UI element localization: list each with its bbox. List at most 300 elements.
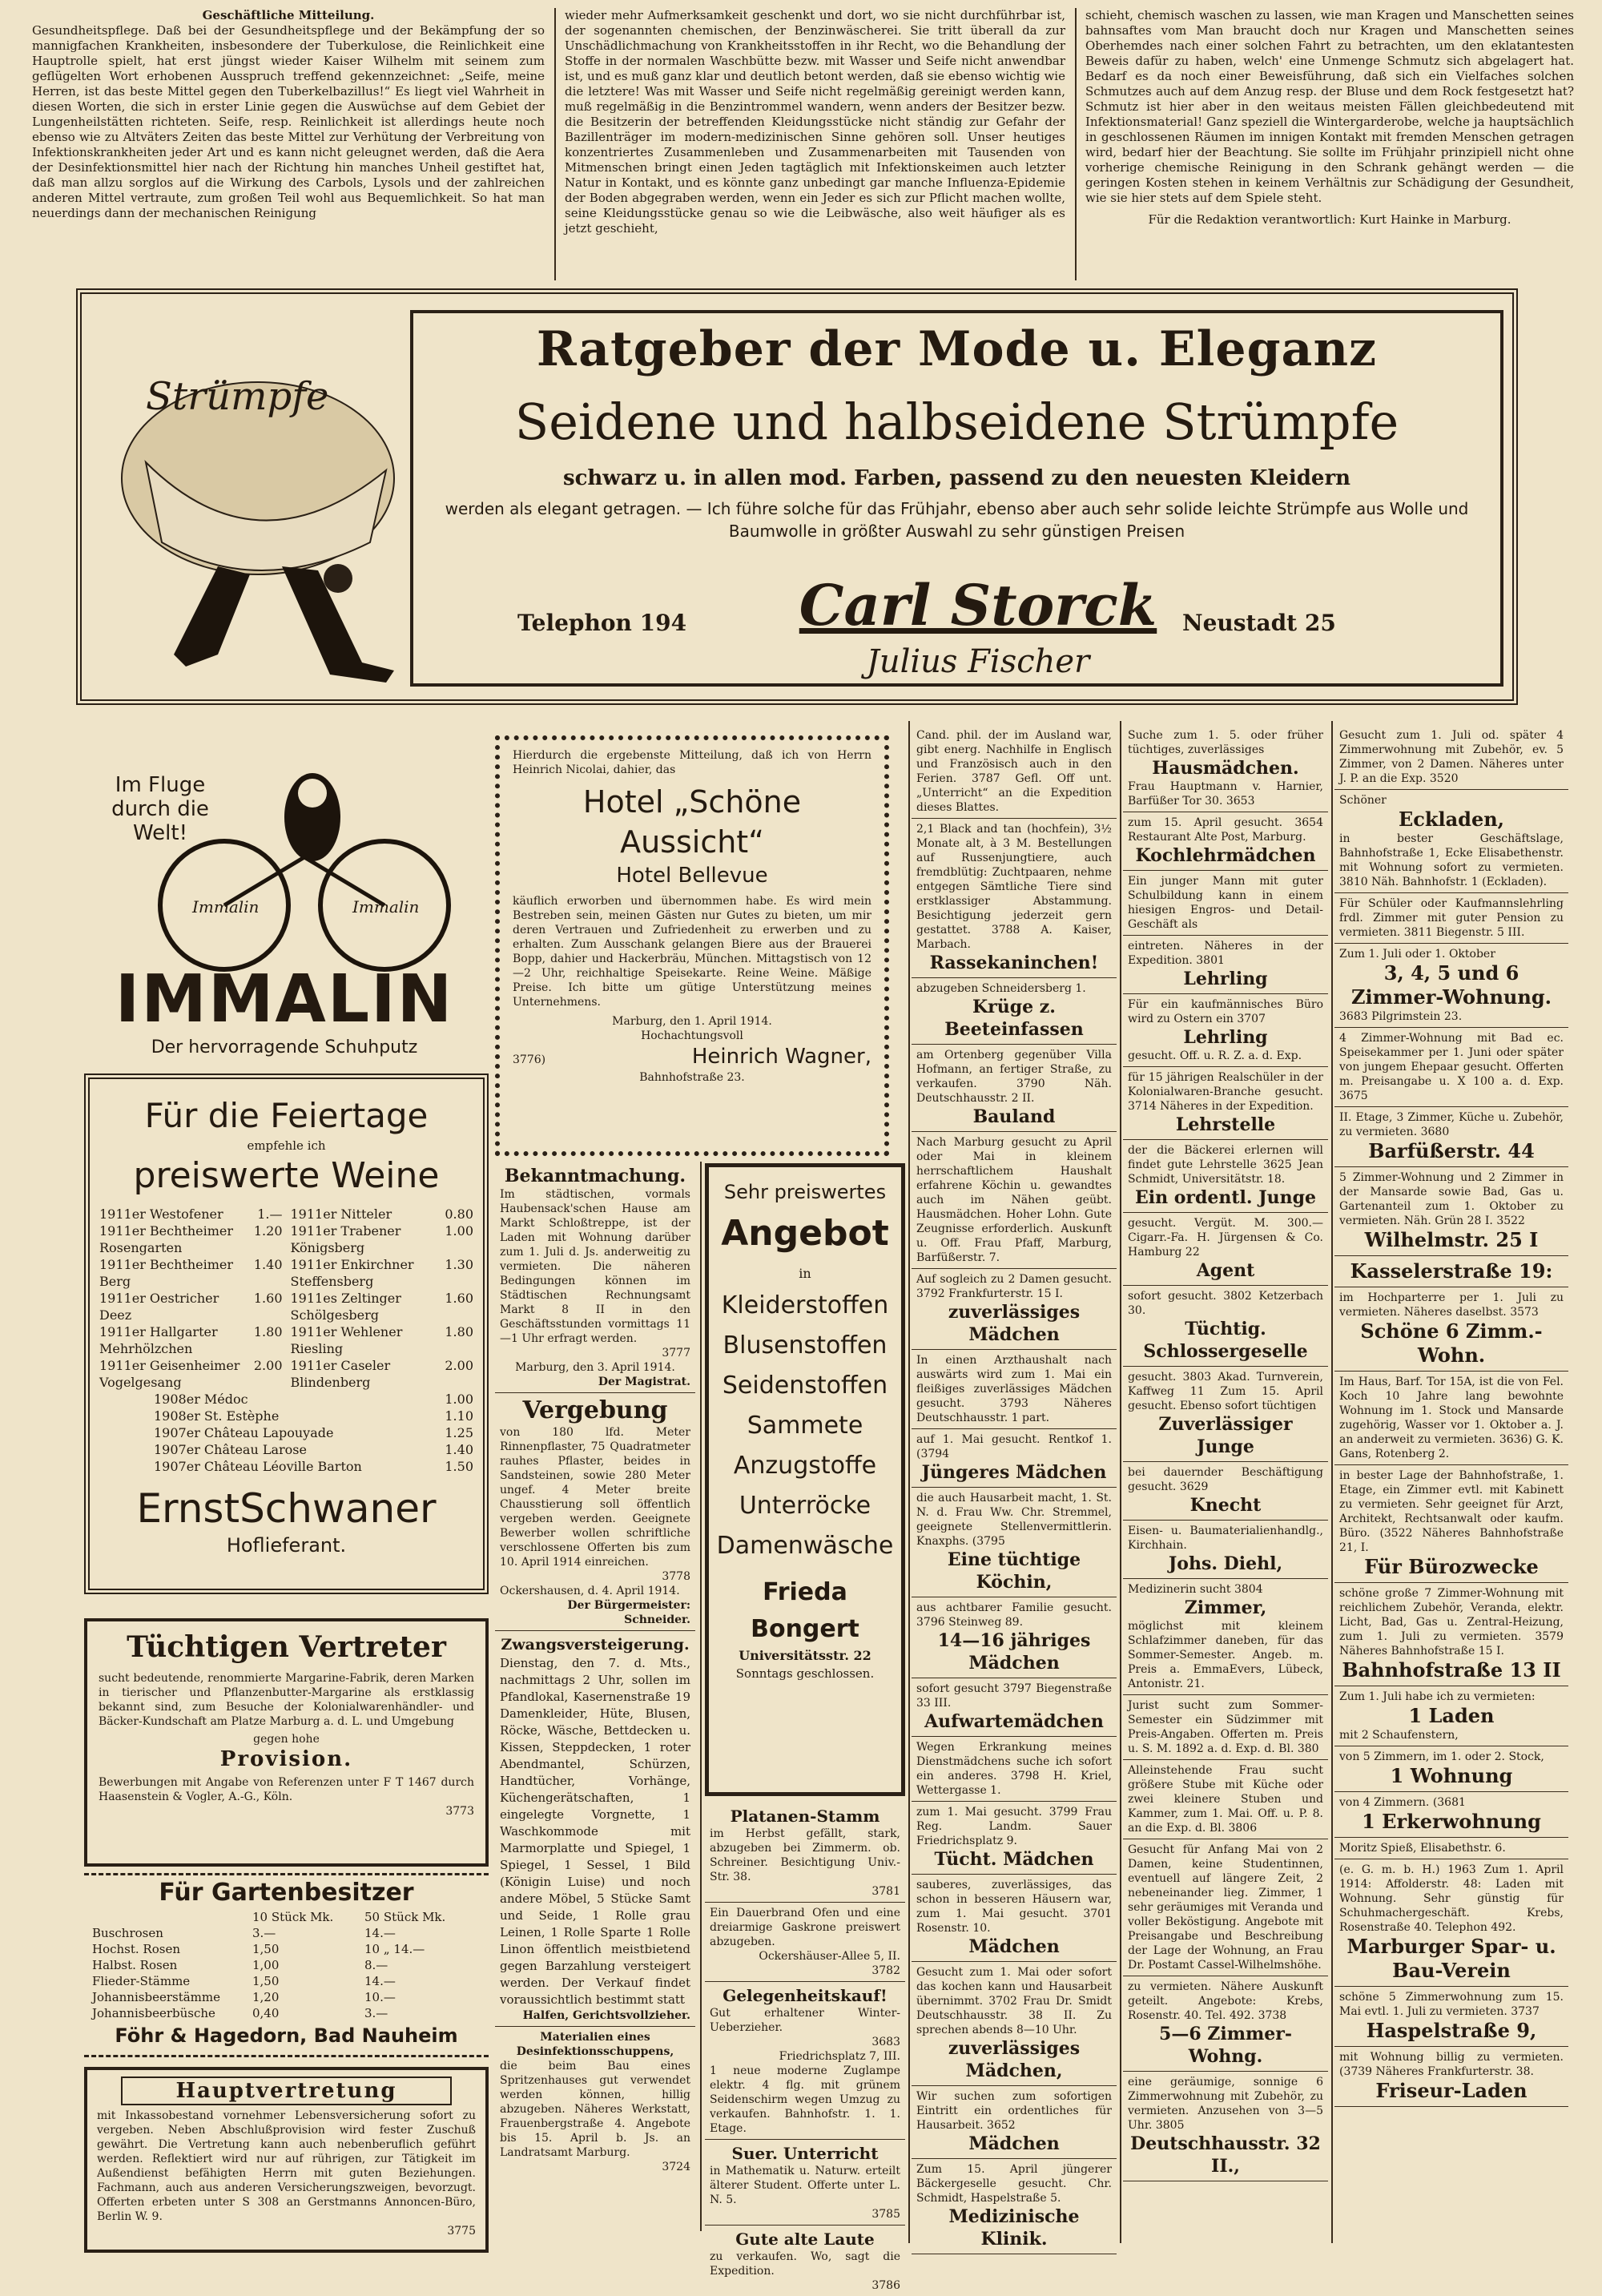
immalin-wheel-1: Immalin xyxy=(192,897,260,916)
gelegenheit-title: Gelegenheitskauf! xyxy=(723,1986,888,2005)
wine-price: 1.40 xyxy=(253,1257,283,1272)
haupt-title: Hauptvertretung xyxy=(121,2076,452,2105)
ad-text: Für Schüler oder Kaufmannslehrling frdl. Zimmer mit guter Pension zu vermieten. 3811 Biegenstr. 5 III. xyxy=(1339,897,1564,939)
classified-ad xyxy=(912,1488,1117,1597)
wine-price: 1.20 xyxy=(253,1223,283,1239)
ad-text: von 5 Zimmern, im 1. oder 2. Stock, xyxy=(1339,1750,1544,1763)
gelegenheit-num: 3683 xyxy=(871,2036,900,2048)
mode-owner: Julius Fischer xyxy=(866,643,1090,680)
angebot-big: Angebot xyxy=(721,1213,889,1254)
wine-row xyxy=(154,1424,473,1441)
mode-ad xyxy=(76,288,1518,705)
ad-text: schöne große 7 Zimmer-Wohnung mit reichlichem Zubehör, Veranda, elektr. Licht, Bad, Gas u. Zentral-Heizung, zum 1. Juli zu vermieten. 3579 Näheres Bahnhofstraße 15 I. xyxy=(1339,1587,1564,1658)
ad-text: gesucht. 3803 Akad. Turnverein, Kaffweg 11 Zum 15. April gesucht. Ebenso sofort tüchtigen xyxy=(1128,1371,1323,1412)
classified-ad xyxy=(1123,1695,1328,1760)
ad-text: in bester Lage der Bahnhofstraße, 1. Etage, ein Zimmer evtl. mit Kabinett zu vermieten. Sehr geeignet für Arzt, Architekt, Rechtsanwalt oder kaufm. Büro. (3522 Näheres Bahnhofstraße 21, I. xyxy=(1339,1469,1564,1554)
wine-price: 1.25 xyxy=(445,1425,473,1440)
wine-row xyxy=(154,1458,473,1475)
ofen-ad xyxy=(705,1903,905,1982)
ad-title: Zimmer, xyxy=(1184,1597,1267,1618)
bekannt-num: 3777 xyxy=(662,1347,690,1359)
price-fifty: 14.— xyxy=(364,1926,396,1940)
ad-title: Marburger Spar- u. Bau-Verein xyxy=(1346,1935,1556,1982)
classified-ad xyxy=(1123,1839,1328,1976)
garten-rows xyxy=(92,1925,481,2021)
hotel-name: Hotel „Schöne Aussicht“ xyxy=(582,784,802,860)
ad-text: 5 Zimmer-Wohnung und 2 Zimmer in der Mansarde sowie Bad, Gas u. Gartenanteil zum 1. Oktober zu vermieten. Näh. Grün 28 I. 3522 xyxy=(1339,1171,1564,1227)
haupt-body: mit Inkassobestand vornehmer Lebensversicherung sofort zu vergeben. Neben Abschlußprovision wird fester Zuschuß gewährt. Die Vertretung kann auch nebenberuflich geführt werden. Reflektiert wird nur auf rührigen, zur Tätigkeit im Außendienst befähigten Herrn mit guten Beziehungen. Fachmann, auch aus anderen Versicherungszweigen, bevorzugt. Offerten erbeten unter S 308 an Gerstmanns Annoncen-Büro, Berlin W. 9. xyxy=(97,2109,476,2223)
ofen-num: 3782 xyxy=(871,1964,900,1977)
classified-ad xyxy=(1334,1859,1568,1987)
ad-text: In einen Arzthaushalt nach auswärts wird zum 1. Mai ein fleißiges zuverlässiges Mädchen gesucht. 3793 Näheres Deutschhausstr. 1 part. xyxy=(916,1354,1112,1424)
ad-text: gesucht. Vergüt. M. 300.— Cigarr.-Fa. H. Jürgensen & Co. Hamburg 22 xyxy=(1128,1217,1323,1259)
wine-name: 1911er Wehlener Riesling xyxy=(290,1324,403,1356)
classified-ad xyxy=(912,978,1117,1045)
classified-ad xyxy=(1334,1372,1568,1465)
weine-ad xyxy=(84,1073,489,1594)
ad-text: Wir suchen zum sofortigen Eintritt ein ordentliches für Hausarbeit. 3652 xyxy=(916,2090,1112,2132)
ad-title: Zuverlässiger Junge xyxy=(1158,1414,1293,1457)
wine-row xyxy=(99,1357,283,1391)
classified-ad xyxy=(1123,1976,1328,2072)
classified-ad xyxy=(1123,1579,1328,1695)
plant-name: Flieder-Stämme xyxy=(92,1974,191,1988)
classified-ad xyxy=(1334,1107,1568,1167)
classified-ad xyxy=(1123,936,1328,994)
classified-ad xyxy=(1334,1746,1568,1792)
top-article xyxy=(32,8,1574,280)
immalin-ad xyxy=(80,753,489,1073)
ad-title: Johs. Diehl, xyxy=(1168,1553,1283,1574)
ad-title: Mädchen xyxy=(968,2133,1060,2154)
angebot-item: Seidenstoffen xyxy=(722,1372,888,1400)
classified-col-4 xyxy=(912,725,1117,2250)
ad-text: mit Wohnung billig zu vermieten. (3739 Näheres Frankfurterstr. 38. xyxy=(1339,2051,1564,2078)
weine-title: Für die Feiertage xyxy=(144,1096,429,1135)
weine-left-list xyxy=(99,1206,283,1391)
ad-text: Gesucht für Anfang Mai von 2 Damen, keine Studentinnen, eventuell auf längere Zeit, 2 nebeneinander lieg. Zimmer, 1 sehr geräumiges mit Veranda und voller Beköstigung. Angebote mit Preisangabe und Beschreibung der Lage der Wohnung, an Frau Dr. Postamt Cassel-Wilhelmshöhe. xyxy=(1128,1843,1323,1972)
classified-ad xyxy=(1334,1256,1568,1287)
stocking-word: Strümpfe xyxy=(146,374,329,419)
ad-title: Friseur-Laden xyxy=(1375,2079,1528,2102)
classified-ad xyxy=(1334,1838,1568,1859)
vertreter-body: sucht bedeutende, renommierte Margarine-Fabrik, deren Marken in tierischer und Pflanzenbutter-Margarine als erstklassig bekannt sind, zum Besuche der Kolonialwarenhändler- und Bäcker-Kundschaft am Platze Marburg a. d. L. und Umgebung xyxy=(99,1672,474,1728)
price-ten: 1,50 xyxy=(252,1942,280,1956)
ad-text: abzugeben Schneidersberg 1. xyxy=(916,982,1086,995)
classified-ad xyxy=(1123,871,1328,936)
hotel-intro: Hierdurch die ergebenste Mitteilung, daß ich von Herrn Heinrich Nicolai, dahier, das xyxy=(513,749,871,776)
bekannt-sig: Der Magistrat. xyxy=(598,1376,690,1388)
angebot-ad xyxy=(705,1163,905,1796)
ad-title: Eckladen, xyxy=(1398,808,1505,831)
classified-ad xyxy=(1123,725,1328,812)
ad-title: Deutschhausstr. 32 II., xyxy=(1130,2133,1321,2177)
angebot-note: Sonntags geschlossen. xyxy=(735,1666,875,1681)
wine-row xyxy=(291,1290,474,1323)
ad-text: Zum 15. April jüngerer Bäckergeselle gesucht. Chr. Schmidt, Haspelstraße 5. xyxy=(916,2163,1112,2205)
ad-title: 1 Laden xyxy=(1408,1704,1495,1727)
classified-ad xyxy=(912,1132,1117,1269)
price-fifty: 10 „ 14.— xyxy=(364,1942,425,1956)
wine-price: 2.00 xyxy=(253,1358,283,1373)
gute-title: Gute alte Laute xyxy=(735,2230,875,2249)
angebot-firm: Frieda Bongert xyxy=(751,1578,859,1643)
ad-title: Lehrstelle xyxy=(1175,1114,1276,1135)
mode-title: Ratgeber der Mode u. Eleganz xyxy=(536,321,1378,377)
ad-text: Wegen Erkrankung meines Dienstmädchens suche ich sofort ein anderes. 3798 H. Kriel, Wettergasse 1. xyxy=(916,1741,1112,1797)
ad-text: in bester Geschäftslage, Bahnhofstraße 1, Ecke Elisabethenstr. mit Wohnung sofort zu vermieten. 3810 Näh. Bahnhofstr. 1 (Eckladen). xyxy=(1339,832,1564,888)
wine-name: 1911er Geisenheimer Vogelgesang xyxy=(99,1358,240,1390)
wine-row xyxy=(154,1391,473,1408)
wine-price: 0.80 xyxy=(445,1206,473,1222)
wine-row xyxy=(291,1256,474,1290)
classified-ad xyxy=(1334,1792,1568,1838)
wine-price: 1.00 xyxy=(445,1392,473,1407)
classified-ad xyxy=(1334,1465,1568,1583)
classified-ad xyxy=(912,819,1117,978)
ad-title: Lehrling xyxy=(1183,1027,1268,1048)
wine-price: 1.40 xyxy=(445,1442,473,1457)
haupt-num: 3775 xyxy=(447,2225,476,2238)
ad-text: sofort gesucht. 3802 Ketzerbach 30. xyxy=(1128,1290,1323,1317)
weine-bordeaux-list xyxy=(90,1391,483,1475)
ad-title: 3, 4, 5 und 6 Zimmer-Wohnung. xyxy=(1351,961,1552,1009)
materialien-body: die beim Bau eines Spritzenhauses gut verwendet werden können, hillig abzugeben. Näheres Werkstatt, Frauenbergstraße 4. Angebote bis 15. April b. Js. an Landratsamt Marburg. xyxy=(500,2060,690,2159)
notices-col xyxy=(495,1162,695,2235)
ad-text: Medizinerin sucht 3804 xyxy=(1128,1583,1263,1596)
hotel-date: Marburg, den 1. April 1914. xyxy=(612,1015,772,1028)
classified-ad xyxy=(912,1802,1117,1875)
wine-price: 2.00 xyxy=(445,1358,473,1373)
classified-ad xyxy=(1123,1462,1328,1521)
price-fifty: 3.— xyxy=(364,2006,388,2020)
platanen-num: 3781 xyxy=(871,1885,900,1898)
classified-ad xyxy=(1123,1140,1328,1213)
wine-price: 1.80 xyxy=(253,1324,283,1339)
zwang-body: Dienstag, den 7. d. Mts., nachmittags 2 Uhr, sollen im Pfandlokal, Kasernenstraße 19 Damenkleider, Hüte, Blusen, Röcke, Wäsche, Bettdecken u. Kissen, Steppdecken, 1 roter Abendmantel, Schürzen, Handtücher, Vorhänge, Küchengerätschaften, 1 eingelegte Vorgnette, 1 Waschkommode mit Marmorplatte und Spiegel, 1 Spiegel, 1 Sessel, 1 Bild (Königin Luise) und noch andere Möbel, 5 Stücke Samt und Seide, 1 Rolle grau Leinen, 1 Rolle Sparte 1 Rolle Linon öffentlich meistbietend gegen Barzahlung versteigert werden. Der Verkauf findet voraussichtlich bestimmt statt xyxy=(500,1656,690,2007)
price-ten: 1,50 xyxy=(252,1974,280,1988)
price-fifty: 10.— xyxy=(364,1990,396,2004)
ad-text: für 15 jährigen Realschüler in der Kolonialwaren-Branche gesucht. 3714 Näheres in der Expedition. xyxy=(1128,1071,1323,1113)
hotel-owner: Heinrich Wagner, xyxy=(691,1045,871,1069)
classified-ad xyxy=(912,1875,1117,1962)
hotel-addr: Bahnhofstraße 23. xyxy=(639,1071,745,1084)
misc-col xyxy=(705,1803,905,2292)
ad-title: zuverlässiges Mädchen, xyxy=(948,2038,1081,2081)
gelegenheit-ad xyxy=(705,1982,905,2140)
mode-ad-text-frame xyxy=(410,310,1503,687)
ad-title: 1 Erkerwohnung xyxy=(1362,1810,1541,1833)
article-text-1: Gesundheitspflege. Daß bei der Gesundheitspflege und der Bekämpfung der so mannigfachen Krankheiten, insbesondere der Tuberkulose, die Reinlichkeit eine Hauptrolle spielt, hat erst jüngst wieder Kaiser Wilhelm mit seinem zum geflügelten Wort erhobenen Ausspruch treffend gekennzeichnet: „Seife, meine Herren, ist das beste Mittel gegen den Tuberkelbazillus!“ Es liegt viel Wahrheit in diesen Worten, die sich in erster Linie gegen die Auswüchse auf dem Gebiet der Lungenheilstätten richteten. Seife, resp. Reinlichkeit ist allerdings heute noch ebenso wie zu Altväters Zeiten das beste Mittel zur Verhütung der Verbreitung von Infektionskrankheiten jeder Art und es kann nicht geleugnet werden, daß die Aera der Desinfektionsmittel hier nach der Richtung hin manches Unheil gestiftet hat, daß man allzu sorglos auf die Wirkung des Carbols, Lysols und der zahlreichen anderen Mittel vertraute, zum großen Teil wohl aus Bequemlichkeit. So hat man neuerdings dann der mechanischen Reinigung xyxy=(32,23,545,220)
wine-name: 1911er Trabener Königsberg xyxy=(290,1223,401,1255)
classified-ad xyxy=(912,1269,1117,1350)
price-fifty: 14.— xyxy=(364,1974,396,1988)
mode-telephone: Telephon 194 xyxy=(517,610,687,636)
ad-title: Kochlehrmädchen xyxy=(1135,845,1316,866)
vertreter-ad xyxy=(84,1618,489,1867)
garten-row xyxy=(92,2005,481,2021)
garten-row xyxy=(92,1957,481,1973)
ad-title: Eine tüchtige Köchin, xyxy=(947,1549,1081,1593)
wine-name: 1908er Médoc xyxy=(154,1392,248,1407)
garten-firm: Föhr & Hagedorn, Bad Nauheim xyxy=(115,2024,458,2047)
ad-text: Zum 1. Juli oder 1. Oktober xyxy=(1339,948,1495,961)
price-ten: 0,40 xyxy=(252,2006,280,2020)
price-ten: 1,20 xyxy=(252,1990,280,2004)
ad-title: Krüge z. Beeteinfassen xyxy=(944,997,1084,1040)
weine-firm: ErnstSchwaner xyxy=(136,1485,437,1532)
zwang-sig: Halfen, Gerichtsvollzieher. xyxy=(522,2009,690,2022)
vertreter-num: 3773 xyxy=(445,1805,474,1818)
classified-ad xyxy=(1334,2047,1568,2107)
ad-title: Haspelstraße 9, xyxy=(1366,2019,1537,2042)
classified-ad xyxy=(912,1737,1117,1802)
haupt-ad xyxy=(84,2067,489,2253)
immalin-slogan: Im Fluge durch die Welt! xyxy=(111,773,209,845)
wine-price: 1.60 xyxy=(253,1291,283,1306)
classified-ad xyxy=(1123,812,1328,871)
platanen-title: Platanen-Stamm xyxy=(730,1807,880,1826)
wine-name: 1911er Nitteler xyxy=(290,1206,392,1222)
ad-title: 5—6 Zimmer-Wohng. xyxy=(1159,2024,1292,2067)
plant-name: Hochst. Rosen xyxy=(92,1942,180,1956)
wine-price: 1.50 xyxy=(445,1459,473,1474)
ad-title: Jüngeres Mädchen xyxy=(921,1462,1107,1483)
ad-title: Aufwartemädchen xyxy=(924,1711,1104,1732)
classified-ad xyxy=(912,1429,1117,1488)
wine-row xyxy=(291,1206,474,1223)
wine-price: 1.30 xyxy=(445,1257,473,1272)
ad-text: 3683 Pilgrimstein 23. xyxy=(1339,1010,1463,1023)
weine-intro: empfehle ich xyxy=(247,1138,326,1153)
classified-ad xyxy=(1334,1028,1568,1107)
wine-name: 1911er Bechtheimer Berg xyxy=(99,1257,234,1289)
immalin-brand: IMMALIN xyxy=(115,961,454,1037)
angebot-items xyxy=(715,1286,895,1566)
wine-row xyxy=(99,1290,283,1323)
weine-right-list xyxy=(291,1206,474,1391)
wine-row xyxy=(291,1223,474,1256)
ad-text: Alleinstehende Frau sucht größere Stube mit Küche oder zwei kleinere Stuben und Kammer, zum 1. Mai. Off. u. P. 8. an die Exp. d. Bl. 3806 xyxy=(1128,1764,1323,1835)
ad-text: die auch Hausarbeit macht, 1. St. N. d. Frau Ww. Chr. Stremmel, geeignete Stellenvermittlerin. Knaxphs. (3795 xyxy=(916,1492,1112,1548)
vergebung-ad xyxy=(495,1393,695,1631)
weine-sub: Hoflieferant. xyxy=(226,1534,347,1557)
hotel-body: käuflich erworben und übernommen habe. Es wird mein Bestreben sein, meinen Gästen nur Gutes zu bieten, um mir deren Vertrauen und Zufriedenheit zu erwerben und zu erhalten. Zum Ausschank gelangen Biere aus der Brauerei Bopp, dahier und Hackerbräu, München. Mittagstisch von 12—2 Uhr, reichhaltige Speisekarte. Reine Weine. Mäßige Preise. Ich bitte um gütige Unterstützung meines Unternehmens. xyxy=(513,895,871,1009)
price-fifty: 8.— xyxy=(364,1958,388,1972)
ad-text: auf 1. Mai gesucht. Rentkof 1. (3794 xyxy=(916,1433,1112,1460)
wine-name: 1911es Zeltinger Schölgesberg xyxy=(290,1291,401,1323)
wine-name: 1908er St. Estèphe xyxy=(154,1408,280,1424)
hotel-sub: Hotel Bellevue xyxy=(616,864,768,888)
classified-ad xyxy=(1334,1686,1568,1746)
ad-title: Bauland xyxy=(972,1106,1056,1127)
vertreter-footer: Bewerbungen mit Angabe von Referenzen unter F T 1467 durch Haasenstein & Vogler, A.-G., Köln. xyxy=(99,1776,474,1803)
garten-title: Für Gartenbesitzer xyxy=(159,1879,414,1907)
ad-text: am Ortenberg gegenüber Villa Hofmann, an fertiger Straße, zu verkaufen. 3790 Näh. Deutschhausstr. 2 II. xyxy=(916,1049,1112,1105)
ad-text: Im Haus, Barf. Tor 15A, ist die von Fel. Koch 10 Jahre lang bewohnte Wohnung im 1. Stock und Mansarde zugehörig, Wasser vor 1. Oktober a. J. an anderweit zu vermieten. 3636) G. K. Gans, Rotenberg 2. xyxy=(1339,1376,1564,1460)
classified-ad xyxy=(912,2159,1117,2254)
article-col-1 xyxy=(32,8,545,280)
classified-ad xyxy=(1123,994,1328,1067)
classified-ad xyxy=(1123,1760,1328,1839)
plant-name: Halbst. Rosen xyxy=(92,1958,178,1972)
plant-name: Johannisbeerbüsche xyxy=(92,2006,215,2020)
classified-ad xyxy=(912,1350,1117,1429)
angebot-item: Kleiderstoffen xyxy=(721,1291,889,1319)
classified-ad xyxy=(1123,1367,1328,1462)
mode-firm: Carl Storck xyxy=(799,572,1157,638)
classified-ad xyxy=(1334,1987,1568,2047)
platanen-ad xyxy=(705,1803,905,1903)
wine-name: 1911er Bechtheimer Rosengarten xyxy=(99,1223,234,1255)
wine-name: 1911er Oestricher Deez xyxy=(99,1291,219,1323)
ad-title: Lehrling xyxy=(1183,969,1268,989)
ad-text: im Hochparterre per 1. Juli zu vermieten. Näheres daselbst. 3573 xyxy=(1339,1291,1564,1319)
gute-ad xyxy=(705,2226,905,2296)
ad-title: Agent xyxy=(1196,1260,1255,1281)
unterricht-num: 3785 xyxy=(871,2208,900,2221)
wine-row xyxy=(99,1323,283,1357)
wine-row xyxy=(99,1223,283,1256)
angebot-line1: Sehr preiswertes xyxy=(723,1181,887,1203)
wine-price: 1.80 xyxy=(445,1324,473,1339)
unterricht-ad xyxy=(705,2140,905,2226)
ad-text: aus achtbarer Familie gesucht. 3796 Steinweg 89. xyxy=(916,1601,1112,1629)
ad-title: Bahnhofstraße 13 II xyxy=(1342,1658,1561,1682)
garten-header: 10 Stück Mk. 50 Stück Mk. xyxy=(252,1910,446,1924)
wine-name: 1911er Caseler Blindenberg xyxy=(290,1358,391,1390)
stocking-illustration xyxy=(98,310,450,687)
ad-title: Rassekaninchen! xyxy=(929,953,1099,973)
classified-ad xyxy=(1334,725,1568,790)
ad-title: Für Bürozwecke xyxy=(1364,1555,1539,1578)
hotel-ad xyxy=(495,735,889,1156)
ad-text: Cand. phil. der im Ausland war, gibt energ. Nachhilfe in Englisch und Französisch auch in den Ferien. 3787 Gefl. Off unt. „Unterricht“ an die Expedition dieses Blattes. xyxy=(916,729,1112,814)
ad-text: von 4 Zimmern. (3681 xyxy=(1339,1796,1466,1809)
ad-title: Knecht xyxy=(1189,1495,1262,1516)
ad-text: schöne 5 Zimmerwohnung zum 15. Mai evtl. 1. Juli zu vermieten. 3737 xyxy=(1339,1991,1564,2018)
garten-row xyxy=(92,1925,481,1941)
ad-text: eine geräumige, sonnige 6 Zimmerwohnung mit Zubehör, zu vermieten. Anzusehen von 3—5 Uhr. 3805 xyxy=(1128,2076,1323,2132)
ad-text: Gesucht zum 1. Juli od. später 4 Zimmerwohnung mit Zubehör, ev. 5 Zimmer, von 2 Damen. Näheres unter J. P. an die Exp. 3520 xyxy=(1339,729,1564,785)
ad-title: zuverlässiges Mädchen xyxy=(948,1302,1081,1345)
ad-text: sauberes, zuverlässiges, das schon in besseren Häusern war, zum 1. Mai gesucht. 3701 Rosenstr. 10. xyxy=(916,1879,1112,1935)
mode-subline: schwarz u. in allen mod. Farben, passend zu den neuesten Kleidern xyxy=(562,466,1351,490)
mode-address: Neustadt 25 xyxy=(1182,610,1336,636)
plant-name: Johannisbeerstämme xyxy=(92,1990,220,2004)
ad-title: Mädchen xyxy=(968,1936,1060,1957)
wine-price: 1.— xyxy=(257,1206,283,1222)
ad-title: Schöne 6 Zimm.-Wohn. xyxy=(1360,1319,1543,1367)
vergebung-body: von 180 lfd. Meter Rinnenpflaster, 75 Quadratmeter rauhes Pflaster, beides in Sandsteinen, sowie 280 Meter ungef. 4 Meter breite Chausstierung soll öffentlich vergeben werden. Geeignete Bewerber wollen schriftliche verschlossene Offerten bis zum 10. April 1914 einreichen. xyxy=(500,1426,690,1569)
garten-row xyxy=(92,1973,481,1989)
price-ten: 1,00 xyxy=(252,1958,280,1972)
wine-row xyxy=(291,1323,474,1357)
zwang-title: Zwangsversteigerung. xyxy=(501,1636,690,1654)
classified-ad xyxy=(912,1962,1117,2086)
unterricht-title: Suer. Unterricht xyxy=(731,2144,879,2163)
ad-text: Moritz Spieß, Elisabethstr. 6. xyxy=(1339,1842,1506,1855)
ad-text: (e. G. m. b. H.) 1963 Zum 1. April 1914: Affolderstr. 48: Laden mit Wohnung. Sehr günstig für Schuhmachergeschäft. Krebs, Rosenstraße 40. Telephon 492. xyxy=(1339,1863,1564,1934)
wine-name: 1907er Château Léoville Barton xyxy=(154,1459,362,1474)
ad-text: sofort gesucht 3797 Biegenstraße 33 III. xyxy=(916,1682,1112,1710)
wine-price: 1.60 xyxy=(445,1291,473,1306)
ad-text: gesucht. Off. u. R. Z. a. d. Exp. xyxy=(1128,1049,1302,1062)
garten-row xyxy=(92,1989,481,2005)
immalin-wheel-2: Immalin xyxy=(352,897,420,916)
wine-name: 1911er Hallgarter Mehrhölzchen xyxy=(99,1324,218,1356)
ofen-addr: Ockershäuser-Allee 5, II. xyxy=(759,1950,900,1963)
classified-ad xyxy=(912,2086,1117,2159)
vergebung-title: Vergebung xyxy=(522,1396,668,1424)
vertreter-against: gegen hohe xyxy=(253,1733,320,1746)
classified-col-6 xyxy=(1334,725,1568,2243)
vergebung-num: 3778 xyxy=(662,1570,690,1583)
hotel-greet: Hochachtungsvoll xyxy=(641,1029,743,1042)
garten-row xyxy=(92,1941,481,1957)
wine-row xyxy=(99,1206,283,1223)
gelegenheit-addr: Friedrichsplatz 7, III. xyxy=(779,2050,900,2063)
ad-text: eintreten. Näheres in der Expedition. 3801 xyxy=(1128,940,1323,967)
mode-headline: Seidene und halbseidene Strümpfe xyxy=(514,393,1399,451)
materialien-num: 3724 xyxy=(662,2161,690,2173)
angebot-item: Unterröcke xyxy=(739,1492,871,1520)
ad-text: zum 1. Mai gesucht. 3799 Frau Reg. Landm. Sauer Friedrichsplatz 9. xyxy=(916,1806,1112,1847)
angebot-item: Blusenstoffen xyxy=(723,1331,888,1359)
classified-ad xyxy=(1123,2072,1328,2181)
ad-text: bei dauernder Beschäftigung gesucht. 3629 xyxy=(1128,1466,1323,1493)
ad-text: Schöner xyxy=(1339,794,1387,807)
hotel-num: 3776) xyxy=(513,1053,546,1066)
redaktion-line: Für die Redaktion verantwortlich: Kurt Hainke in Marburg. xyxy=(1148,212,1511,227)
gute-body: zu verkaufen. Wo, sagt die Expedition. xyxy=(710,2250,900,2278)
classified-ad xyxy=(1334,893,1568,944)
classified-ad xyxy=(912,1045,1117,1132)
article-text-3: schieht, chemisch waschen zu lassen, wie man Kragen und Manschetten seines bahnsaftes vom Man braucht doch nur Kragen und Manschetten seines Oberhemdes nach einer solchen Fahrt zu betrachten, um den eklatantesten Beweis dafür zu haben, welch' eine Unmenge Schmutz sich abgelagert hat. Bedarf es da noch einer Beweisführung, daß sich ein Vielfaches solchen Schmutzes auch auf dem Anzug resp. der Bluse und dem Rock festgesetzt hat? Schmutz ist hier aber in den weitaus meisten Fällen gleichbedeutend mit Infektionsmaterial! Ganz speziell die Wintergarderobe, welche ja hauptsächlich in geschlossenen Räumen im innigen Kontakt mit fremden Menschen getragen wird, bedarf hier der Beachtung. Sie sollte im Frühjahr prinzipiell nicht ohne vorherige chemische Reinigung in den Schrank gehängt werden — die geringen Kosten stehen in keinem Verhältnis zur Schädigung der Gesundheit, wie sie hier stets auf dem Spiele steht. xyxy=(1085,8,1574,205)
angebot-item: Anzugstoffe xyxy=(733,1452,877,1480)
classified-ad xyxy=(1123,1521,1328,1579)
ad-text: Für ein kaufmännisches Büro wird zu Ostern ein 3707 xyxy=(1128,998,1323,1025)
vergebung-sig: Der Bürgermeister: Schneider. xyxy=(567,1599,690,1626)
vertreter-provision: Provision. xyxy=(219,1747,353,1771)
ad-text: Nach Marburg gesucht zu April oder Mai in kleinem herrschaftlichem Haushalt erfahrene Köchin u. gewandtes auch im Nähen geübt. Hausmädchen. Hoher Lohn. Gute Zeugnisse erforderlich. Auskunft u. Off. Frau Pfaff, Marburg, Barfüßerstr. 7. xyxy=(916,1136,1112,1264)
platanen-body: im Herbst gefällt, stark, abzugeben bei Zimmerm. ob. Schreiner. Besichtigung Univ.-Str. 38. xyxy=(710,1827,900,1883)
immalin-tagline: Der hervorragende Schuhputz xyxy=(151,1037,418,1057)
ad-text: zum 15. April gesucht. 3654 Restaurant Alte Post, Marburg. xyxy=(1128,816,1323,844)
materialien-title: Materialien eines Desinfektionsschuppens, xyxy=(516,2031,674,2058)
article-text-2: wieder mehr Aufmerksamkeit geschenkt und dort, wo sie nicht durchführbar ist, der sogenannten chemischen, der Benzinwäscherei. Sie tritt überall da zur Unschädlichmachung von Krankheitsstoffen in ihr Recht, wo die Behandlung der Stoffe in der normalen Waschbütte bezw. mit Wasser und Seife nicht anwendbar ist, und es muß ganz klar und deutlich betont werden, daß sie ebenso wichtig wie die letztere! Was mit Wasser und Seife nicht regelmäßig gereinigt werden kann, muß regelmäßig in die Benzintrommel wandern, wenn anders der Besitzer bezw. die Besitzerin der betreffenden Kleidungsstücke nicht ständig zur Gefahr der Bazillenträger im modern-medizinischen Sinne gehören soll. Unser heutiges konzentriertes Zusammenleben und Zusammenarbeiten mit Tausenden von Mitmenschen bringt einen Jeden tagtäglich mit Infektionskeimen auch letzter Natur in Kontakt, und es könnte ganz unbedingt gar manche Influenza-Epidemie der Boden abgegraben werden, wenn ein Jeder es sich zur Pflicht machen wollte, seine Kleidungsstücke genau so wie die Leibwäsche, also weit häufiger als es jetzt geschieht, xyxy=(565,8,1065,236)
wine-name: 1911er Enkirchner Steffensberg xyxy=(290,1257,414,1289)
unterricht-body: in Mathematik u. Naturw. erteilt älterer Student. Offerte unter L. N. 5. xyxy=(710,2165,900,2206)
ad-title: Tüchtig. Schlossergeselle xyxy=(1143,1319,1308,1362)
ad-title: Barfüßerstr. 44 xyxy=(1368,1139,1535,1162)
plant-name: Buschrosen xyxy=(92,1926,163,1940)
ad-text: Ein junger Mann mit guter Schulbildung kann in einem hiesigen Engros- und Detail-Geschäft als xyxy=(1128,875,1323,931)
vergebung-date: Ockershausen, d. 4. April 1914. xyxy=(500,1585,680,1597)
garten-ad xyxy=(84,1873,489,2057)
ad-text: Suche zum 1. 5. oder früher tüchtiges, zuverlässiges xyxy=(1128,729,1323,756)
article-col-2 xyxy=(565,8,1065,280)
bekannt-ad xyxy=(495,1162,695,1393)
classified-ad xyxy=(912,725,1117,819)
ad-text: mit 2 Schaufenstern, xyxy=(1339,1729,1459,1742)
wine-row xyxy=(99,1256,283,1290)
wine-row xyxy=(154,1441,473,1458)
gute-num: 3786 xyxy=(871,2279,900,2292)
ad-title: 1 Wohnung xyxy=(1390,1764,1513,1787)
ad-text: zu vermieten. Nähere Auskunft geteilt. Angebote: Krebs, Rosenstr. 40. Tel. 492. 3738 xyxy=(1128,1980,1323,2022)
bekannt-date: Marburg, den 3. April 1914. xyxy=(515,1361,675,1374)
